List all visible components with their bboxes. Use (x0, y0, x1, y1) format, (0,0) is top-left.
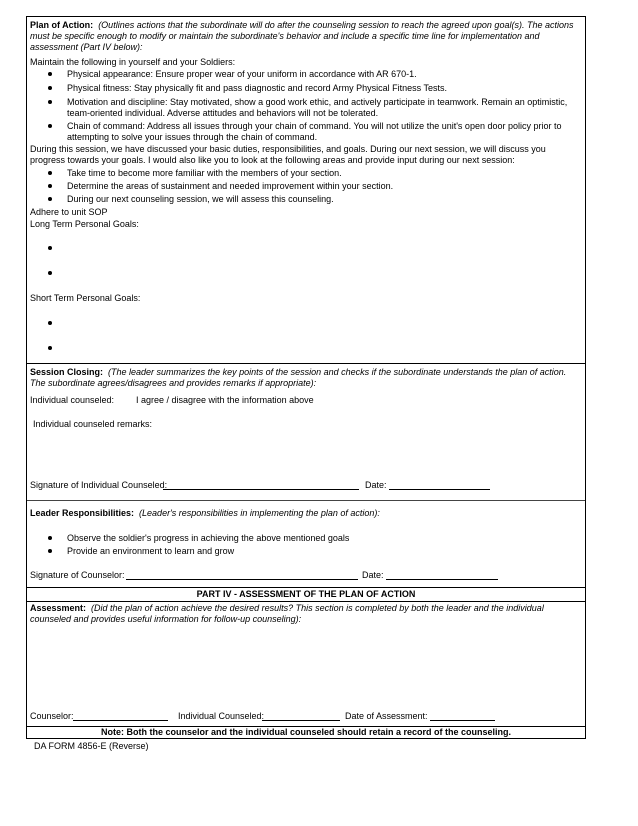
list-item-text: Take time to become more familiar with the members of your section. (67, 168, 342, 178)
assessment-heading-colon: : (83, 603, 87, 613)
bullet-icon (48, 536, 52, 540)
form-identifier: DA FORM 4856-E (Reverse) (34, 741, 149, 751)
individual-signature-field[interactable] (163, 480, 359, 490)
section-divider (27, 601, 585, 602)
session-closing-intro (30, 367, 581, 389)
plan-heading-colon: : (90, 20, 94, 30)
counselor-signature-label: Signature of Counselor: (30, 570, 125, 580)
part-iv-title: PART IV - ASSESSMENT OF THE PLAN OF ACTION (196, 589, 416, 599)
bullet-icon (48, 346, 52, 350)
assessment-counselor-label: Counselor: (30, 711, 74, 721)
list-item-text: Determine the areas of sustainment and needed improvement within your section. (67, 181, 394, 191)
plan-of-action-heading: Plan of Action (30, 20, 91, 30)
bullet-icon (48, 184, 52, 188)
section-divider (27, 363, 585, 364)
leader-heading-colon: : (131, 508, 135, 518)
remarks-label: Individual counseled remarks: (33, 419, 153, 429)
counselor-signature-field[interactable] (126, 570, 358, 580)
remarks-field[interactable] (33, 433, 583, 473)
leader-responsibilities-heading: Leader Responsibilities (30, 508, 132, 518)
counselor-date-field[interactable] (386, 570, 498, 580)
list-item-text: Motivation and discipline: Stay motivated, show a good work ethic, and actively participate in teamwork. Remain an optimistic, team-oriented individual. Adverse attitudes and behaviors will not be tolerated. (67, 97, 568, 118)
bullet-icon (48, 246, 52, 250)
leader-responsibilities-intro (30, 508, 581, 519)
counseling-form-reverse (26, 16, 586, 739)
list-item-text: Chain of command: Address all issues through your chain of command. You will not utilize the unit's open door policy prior to attempting to solve your issues through the chain of command. (67, 121, 562, 142)
assessment-counselor-field[interactable] (73, 711, 168, 721)
counselor-date-label: Date: (362, 570, 384, 580)
bullet-icon (48, 86, 52, 90)
closing-heading-colon: : (100, 367, 104, 377)
agree-disagree-option[interactable]: I agree / disagree with the information above (136, 395, 314, 405)
plan-of-action-description: (Outlines actions that the subordinate will do after the counseling session to reach the agreed upon goal(s). The actions must be specific enough to modify or maintain the subordinate's behavior and include a specific time line for implementation and assessment (Part IV below): (30, 20, 574, 52)
list-item-text: Observe the soldier's progress in achieving the above mentioned goals (67, 533, 350, 543)
adhere-sop: Adhere to unit SOP (30, 207, 108, 217)
individual-signature-row (30, 480, 582, 491)
counselor-signature-row (30, 570, 582, 581)
section-divider (27, 500, 585, 501)
individual-counseled-label: Individual counseled: (30, 395, 115, 405)
bullet-icon (48, 100, 52, 104)
assessment-signature-row (30, 711, 582, 722)
bullet-icon (48, 271, 52, 275)
session-summary: During this session, we have discussed your basic duties, responsibilities, and goals. During our next session, we will discuss you progress towards your goals. I would also like you to look at the following areas and provide input during our next session: (30, 144, 546, 165)
assessment-individual-field[interactable] (262, 711, 340, 721)
individual-counseled-row (30, 395, 582, 406)
individual-signature-label: Signature of Individual Counseled: (30, 480, 168, 490)
short-term-goals-label: Short Term Personal Goals: (30, 293, 141, 303)
bullet-icon (48, 549, 52, 553)
bullet-icon (48, 171, 52, 175)
bullet-icon (48, 124, 52, 128)
list-item-text: During our next counseling session, we will assess this counseling. (67, 194, 334, 204)
session-closing-description: (The leader summarizes the key points of the session and checks if the subordinate understands the plan of action. The subordinate agrees/disagrees and provides remarks if appropriate): (30, 367, 567, 388)
assessment-individual-label: Individual Counseled: (178, 711, 265, 721)
bullet-icon (48, 197, 52, 201)
individual-date-field[interactable] (389, 480, 490, 490)
session-closing-heading: Session Closing (30, 367, 101, 377)
retain-record-note: Note: Both the counselor and the individual counseled should retain a record of the counseling. (100, 727, 512, 737)
plan-of-action-intro (30, 20, 581, 53)
list-item-text: Provide an environment to learn and grow (67, 546, 235, 556)
assessment-date-field[interactable] (430, 711, 495, 721)
assessment-description: (Did the plan of action achieve the desired results? This section is completed by both the leader and the individual counseled and provides useful information for follow-up counseling): (30, 603, 544, 624)
long-term-goals-label: Long Term Personal Goals: (30, 219, 139, 229)
assessment-date-label: Date of Assessment: (345, 711, 428, 721)
bullet-icon (48, 72, 52, 76)
assessment-intro (30, 603, 581, 625)
leader-responsibilities-description: (Leader's responsibilities in implementing the plan of action): (139, 508, 380, 518)
maintain-intro: Maintain the following in yourself and your Soldiers: (30, 57, 236, 67)
section-divider (27, 587, 585, 588)
assessment-field[interactable] (30, 629, 582, 709)
assessment-heading: Assessment (30, 603, 84, 613)
list-item-text: Physical appearance: Ensure proper wear of your uniform in accordance with AR 670-1. (67, 69, 417, 79)
list-item-text: Physical fitness: Stay physically fit and pass diagnostic and record Army Physical Fitness Tests. (67, 83, 447, 93)
bullet-icon (48, 321, 52, 325)
individual-date-label: Date: (365, 480, 387, 490)
